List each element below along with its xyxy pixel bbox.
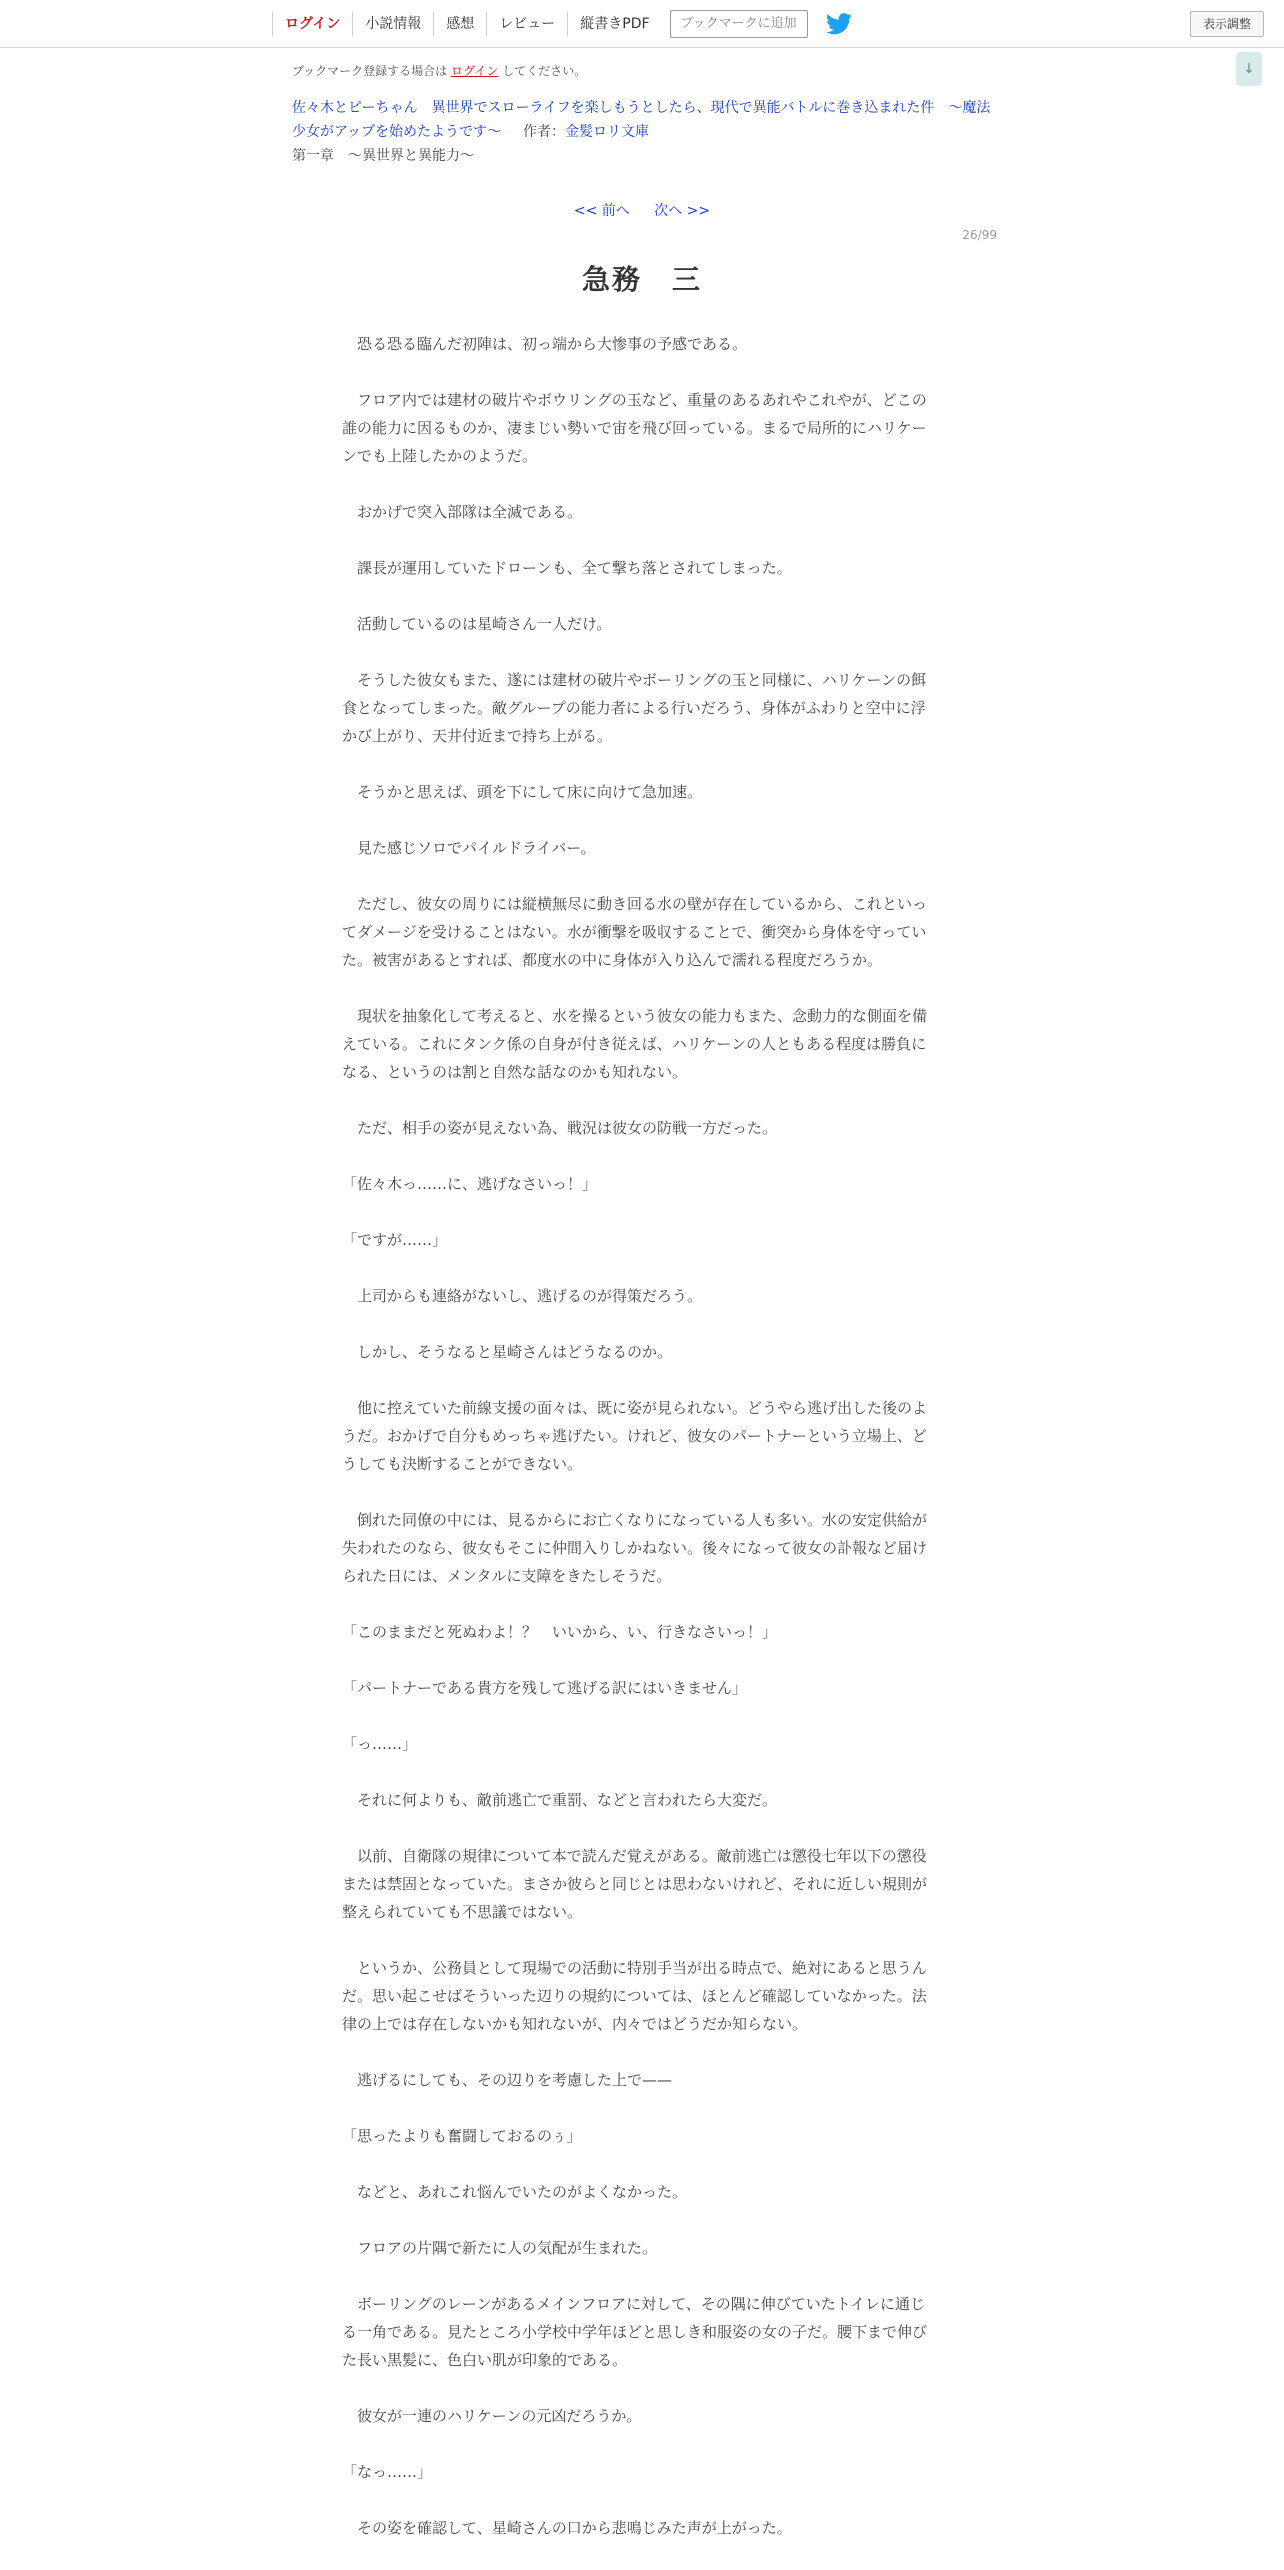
novel-body [342,330,936,2570]
display-settings-button[interactable]: 表示調整 [1190,11,1264,37]
novel-paragraph: ボーリングのレーンがあるメインフロアに対して、その隅に伸びていたトイレに通じる一角である。見たところ小学校中学年ほどと思しき和服姿の女の子だ。腰下まで伸びた長い黒髪に、色白い肌が印象的である。 [342,2295,928,2369]
series-info [292,96,1002,144]
novel-paragraph: その姿を確認して、星崎さんの口から悲鳴じみた声が上がった。 [342,2519,792,2537]
nav-review-link[interactable]: レビュー [486,12,567,36]
novel-paragraph: 以前、自衛隊の規律について本で読んだ覚えがある。敵前逃亡は懲役七年以下の懲役または禁固となっていた。まさか彼らと同じとは思わないけれど、それに近しい規則が整えられていても不思議ではない。 [342,1847,928,1921]
add-bookmark-button[interactable]: ブックマークに追加 [670,10,808,38]
top-header [0,0,1284,48]
notice-login-link[interactable]: ログイン [451,64,499,78]
novel-paragraph: などと、あれこれ悩んでいたのがよくなかった。 [342,2183,688,2201]
novel-paragraph: 活動しているのは星崎さん一人だけ。 [342,615,612,633]
novel-paragraph: しかし、そうなると星崎さんはどうなるのか。 [342,1343,673,1361]
prev-episode-link[interactable]: << 前へ [573,203,630,219]
nav-login-link[interactable]: ログイン [272,12,352,36]
novel-paragraph: 「なっ……」 [342,2463,433,2481]
novel-paragraph: 「ですが……」 [342,1231,448,1249]
bookmark-login-notice [292,62,586,79]
scroll-down-button[interactable]: ↓ [1236,52,1262,86]
novel-paragraph: 課長が運用していたドローンも、全て撃ち落とされてしまった。 [342,559,792,577]
novel-paragraph: 見た感じソロでパイルドライバー。 [342,839,596,857]
series-title-link[interactable]: 佐々木とピーちゃん 異世界でスローライフを楽しもうとしたら、現代で異能バトルに巻き込まれた件 ～魔法少女がアップを始めたようです～ [292,100,991,140]
episode-title: 急務 三 [581,263,702,296]
novel-paragraph: 「っ……」 [342,1735,418,1753]
novel-paragraph: そうかと思えば、頭を下にして床に向けて急加速。 [342,783,703,801]
novel-paragraph: フロア内では建材の破片やボウリングの玉など、重量のあるあれやこれやが、どこの誰の能力に因るものか、凄まじい勢いで宙を飛び回っている。まるで局所的にハリケーンでも上陸したかのようだ。 [342,391,927,465]
nav-novel-info-link[interactable]: 小説情報 [352,12,433,36]
novel-paragraph: 倒れた同僚の中には、見るからにお亡くなりになっている人も多い。水の安定供給が失われたのなら、彼女もそこに仲間入りしかねない。後々になって彼女の訃報など届けられた日には、メンタルに支障をきたしそうだ。 [342,1511,928,1585]
episode-number: 26/99 [962,228,997,242]
author-link[interactable]: 金髪ロリ文庫 [565,124,650,140]
novel-paragraph: 他に控えていた前線支援の面々は、既に姿が見られない。どうやら逃げ出した後のようだ。おかげで自分もめっちゃ逃げたい。けれど、彼女のパートナーという立場上、どうしても決断することができない。 [342,1399,928,1473]
novel-paragraph: 恐る恐る臨んだ初陣は、初っ端から大惨事の予感である。 [342,335,748,353]
novel-paragraph: ただ、相手の姿が見えない為、戦況は彼女の防戦一方だった。 [342,1119,778,1137]
novel-paragraph: フロアの片隅で新たに人の気配が生まれた。 [342,2239,658,2257]
episode-pager [0,200,1284,220]
novel-paragraph: 上司からも連絡がないし、逃げるのが得策だろう。 [342,1287,703,1305]
novel-paragraph: 現状を抽象化して考えると、水を操るという彼女の能力もまた、念動力的な側面を備えている。これにタンク係の自身が付き従えば、ハリケーンの人ともある程度は勝負になる、というのは割と自然な話なのかも知れない。 [342,1007,928,1081]
notice-text-after: してください。 [502,64,587,78]
chapter-title: 第一章 ～異世界と異能力～ [292,148,474,164]
novel-paragraph: そうした彼女もまた、遂には建材の破片やボーリングの玉と同様に、ハリケーンの餌食となってしまった。敵グループの能力者による行いだろう、身体がふわりと空中に浮かび上がり、天井付近まで持ち上がる。 [342,671,927,745]
twitter-icon[interactable] [826,13,852,35]
novel-paragraph: というか、公務員として現場での活動に特別手当が出る時点で、絶対にあると思うんだ。思い起こせばそういった辺りの規約については、ほとんど確認していなかった。法律の上では存在しないかも知れないが、内々ではどうだか知らない。 [342,1959,927,2033]
novel-paragraph: 逃げるにしても、その辺りを考慮した上で—— [342,2071,673,2089]
novel-paragraph: それに何よりも、敵前逃亡で重罰、などと言われたら大変だ。 [342,1791,778,1809]
header-nav [272,0,852,47]
nav-impressions-link[interactable]: 感想 [433,12,486,36]
novel-paragraph: 「パートナーである貴方を残して逃げる訳にはいきません」 [342,1679,748,1697]
notice-text-before: ブックマーク登録する場合は [292,64,448,78]
novel-paragraph: 「佐々木っ……に、逃げなさいっ！」 [342,1175,598,1193]
novel-paragraph: おかげで突入部隊は全滅である。 [342,503,583,521]
novel-paragraph: 「思ったよりも奮闘しておるのぅ」 [342,2127,582,2145]
novel-paragraph: ただし、彼女の周りには縦横無尽に動き回る水の壁が存在しているから、これといってダメージを受けることはない。水が衝撃を吸収することで、衝突から身体を守っていた。被害があるとすれば、都度水の中に身体が入り込んで濡れる程度だろうか。 [342,895,928,969]
novel-paragraph: 彼女が一連のハリケーンの元凶だろうか。 [342,2407,642,2425]
next-episode-link[interactable]: 次へ >> [654,203,711,219]
author-label: 作者： [523,124,566,140]
novel-paragraph: 「このままだと死ぬわよ！？ いいから、い、行きなさいっ！」 [342,1623,778,1641]
nav-vertical-pdf-link[interactable]: 縦書きPDF [567,12,661,36]
